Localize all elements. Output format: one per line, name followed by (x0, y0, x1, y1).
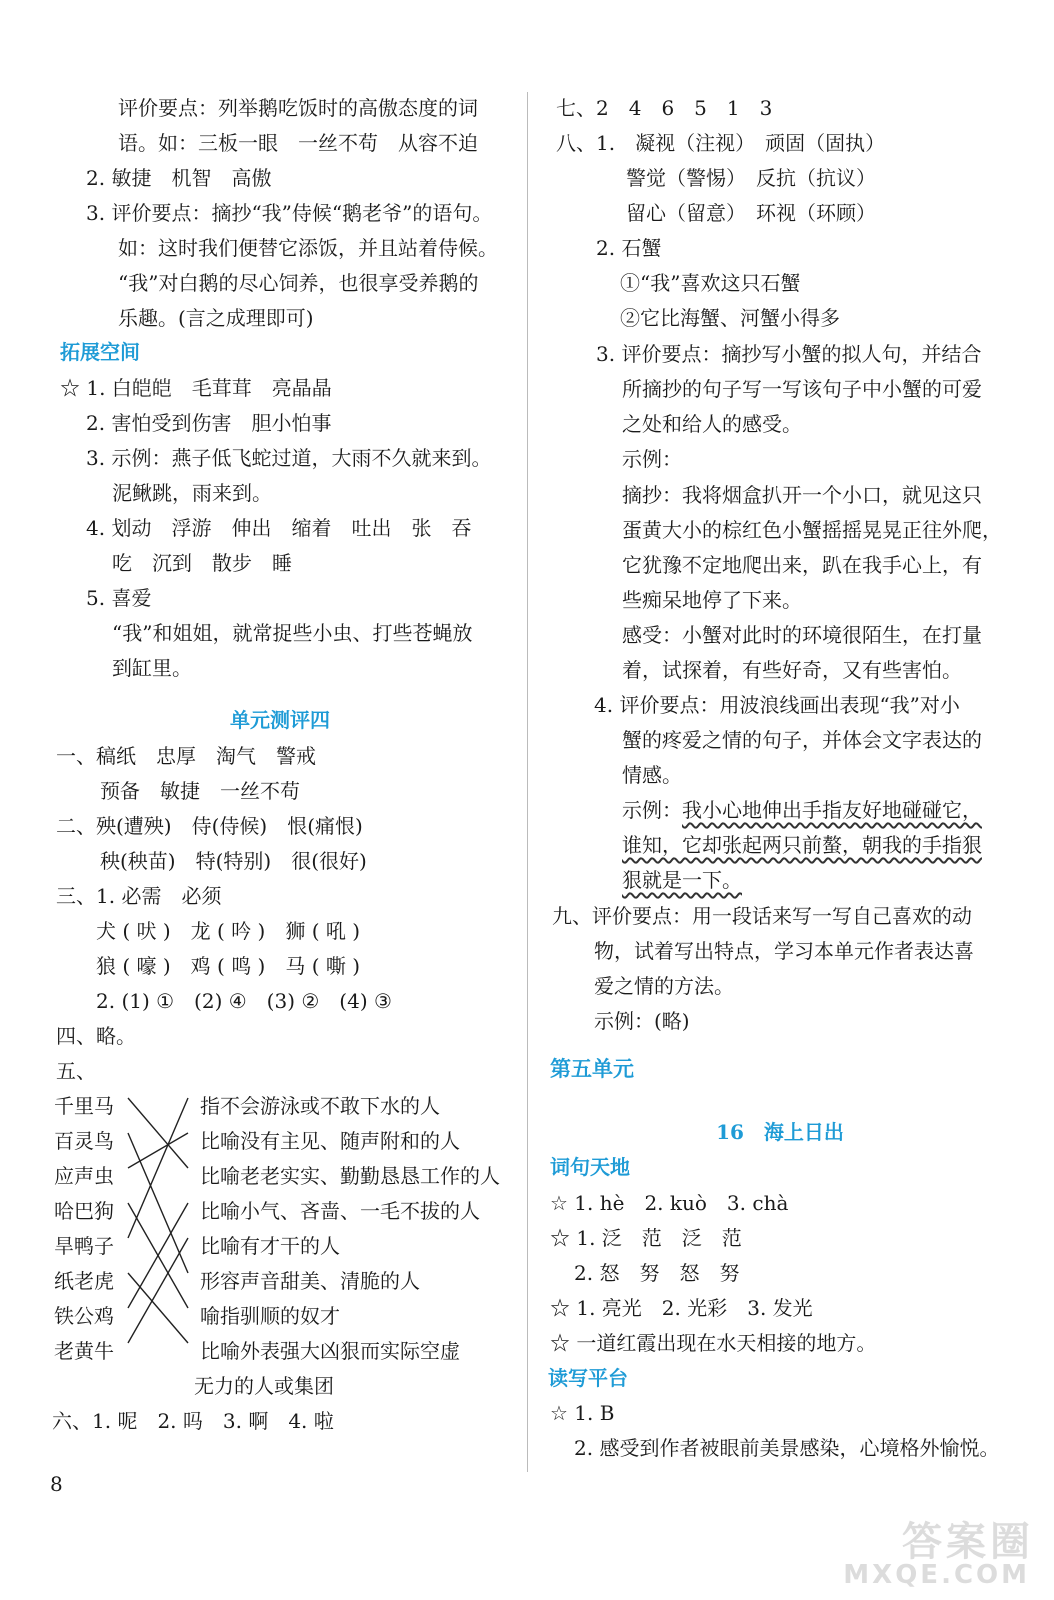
text-line: 4. 划动 浮游 伸出 缩着 吐出 张 吞 (86, 516, 472, 540)
text-line: 三、1. 必需 必须 (56, 884, 222, 908)
match-left-item: 千里马 (54, 1094, 114, 1118)
text-line: 吃 沉到 散步 睡 (112, 551, 292, 575)
match-line (128, 1273, 188, 1343)
text-line: 2. 怒 努 怒 努 (574, 1261, 740, 1285)
text-line: 秧(秧苗) 特(特别) 很(很好) (100, 849, 367, 873)
text-line: 物，试着写出特点，学习本单元作者表达喜 (594, 939, 974, 963)
watermark-logo: 答案圈 (902, 1519, 1034, 1565)
match-line (128, 1133, 188, 1273)
match-right-item: 形容声音甜美、清脆的人 (200, 1269, 420, 1293)
text-line: 2. 石蟹 (596, 236, 662, 260)
section-heading: 拓展空间 (60, 340, 140, 364)
text-line: ①“我”喜欢这只石蟹 (620, 271, 801, 295)
text-line (622, 796, 982, 824)
text-line: 语。如：三板一眼 一丝不苟 从容不迫 (118, 131, 478, 155)
text-line: 评价要点：列举鹅吃饭时的高傲态度的词 (118, 96, 478, 120)
match-line (128, 1098, 188, 1168)
text-line: 2. 感受到作者被眼前美景感染，心境格外愉悦。 (574, 1436, 1000, 1460)
lesson-title: 16 海上日出 (716, 1120, 844, 1144)
text-line: 泥鳅跳，雨来到。 (112, 481, 272, 505)
text-line: 它犹豫不定地爬出来，趴在我手心上，有 (622, 553, 982, 577)
text-line: 示例：(略) (594, 1009, 690, 1033)
text-line: 一、稿纸 忠厚 淘气 警戒 (56, 744, 316, 768)
match-right-item: 比喻小气、吝啬、一毛不拔的人 (200, 1199, 480, 1223)
text-line: 五、 (56, 1059, 96, 1083)
unit-heading: 第五单元 (550, 1057, 634, 1081)
section-heading: 词句天地 (550, 1155, 630, 1179)
example-label: 示例： (622, 798, 682, 822)
text-line: ☆ 1. hè 2. kuò 3. chà (550, 1191, 789, 1215)
text-line: 2. 敏捷 机智 高傲 (86, 166, 272, 190)
match-right-item-cont: 无力的人或集团 (194, 1374, 334, 1398)
wavy-underlined-text: 我小心地伸出手指友好地碰碰它， (682, 798, 982, 822)
match-line (128, 1133, 188, 1168)
match-left-item: 百灵鸟 (54, 1129, 114, 1153)
text-line: 些痴呆地停了下来。 (622, 588, 802, 612)
match-right-item: 比喻有才干的人 (200, 1234, 340, 1258)
text-line: 2. 害怕受到伤害 胆小怕事 (86, 411, 332, 435)
text-line: 七、2 4 6 5 1 3 (556, 96, 773, 120)
text-line: ☆ 一道红霞出现在水天相接的地方。 (550, 1331, 877, 1355)
text-line: 3. 评价要点：摘抄“我”侍候“鹅老爷”的语句。 (86, 201, 493, 225)
text-line: ☆ 1. 亮光 2. 光彩 3. 发光 (550, 1296, 813, 1320)
match-line (128, 1098, 188, 1238)
text-line: 爱之情的方法。 (594, 974, 734, 998)
text-line: 预备 敏捷 一丝不苟 (100, 779, 300, 803)
match-right-item: 比喻外表强大凶狠而实际空虚 (200, 1339, 460, 1363)
text-line: “我”和姐姐，就常捉些小虫、打些苍蝇放 (112, 621, 473, 645)
wavy-underlined-text: 狠就是一下。 (622, 868, 742, 892)
text-line: 四、略。 (56, 1024, 136, 1048)
section-heading: 读写平台 (548, 1366, 628, 1390)
match-right-item: 比喻老老实实、勤勤恳恳工作的人 (200, 1164, 500, 1188)
text-line: 蛋黄大小的棕红色小蟹摇摇晃晃正往外爬， (622, 518, 1002, 542)
text-line: 之处和给人的感受。 (622, 412, 802, 436)
match-line (128, 1238, 188, 1343)
text-line: 5. 喜爱 (86, 586, 152, 610)
match-left-item: 老黄牛 (54, 1339, 114, 1363)
text-line: 着，试探着，有些好奇，又有些害怕。 (622, 658, 962, 682)
text-line: ☆ 1. B (550, 1401, 615, 1425)
text-line: 如：这时我们便替它添饭，并且站着侍候。 (118, 236, 498, 260)
match-left-item: 应声虫 (54, 1164, 114, 1188)
text-line: ☆ 1. 泛 范 泛 范 (550, 1226, 742, 1250)
text-line: ②它比海蟹、河蟹小得多 (620, 306, 840, 330)
column-divider (527, 92, 528, 1472)
match-left-item: 旱鸭子 (54, 1234, 114, 1258)
text-line: 4. 评价要点：用波浪线画出表现“我”对小 (594, 693, 960, 717)
text-line: 3. 评价要点：摘抄写小蟹的拟人句，并结合 (596, 342, 982, 366)
match-right-item: 喻指驯顺的奴才 (200, 1304, 340, 1328)
text-line: ☆ 1. 白皑皑 毛茸茸 亮晶晶 (60, 376, 332, 400)
text-line: 狼 ( 嚎 ) 鸡 ( 鸣 ) 马 ( 嘶 ) (96, 954, 361, 978)
text-line: 蟹的疼爱之情的句子，并体会文字表达的 (622, 728, 982, 752)
match-right-item: 比喻没有主见、随声附和的人 (200, 1129, 460, 1153)
text-line: 示例： (622, 447, 682, 471)
match-left-item: 纸老虎 (54, 1269, 114, 1293)
match-left-item: 铁公鸡 (54, 1304, 114, 1328)
text-line: 九、评价要点：用一段话来写一写自己喜欢的动 (552, 904, 972, 928)
watermark-url: MXQE.COM (843, 1560, 1030, 1590)
text-line: 到缸里。 (112, 656, 192, 680)
text-line: 感受：小蟹对此时的环境很陌生，在打量 (622, 623, 982, 647)
match-left-item: 哈巴狗 (54, 1199, 114, 1223)
text-line: 警觉（警惕） 反抗（抗议） (626, 166, 876, 190)
text-line: 所摘抄的句子写一写该句子中小蟹的可爱 (622, 377, 982, 401)
text-line: “我”对白鹅的尽心饲养，也很享受养鹅的 (118, 271, 479, 295)
text-line: 乐趣。(言之成理即可) (118, 306, 314, 330)
page-number: 8 (50, 1472, 63, 1496)
text-line: 二、殃(遭殃) 侍(侍候) 恨(痛恨) (56, 814, 363, 838)
text-line: 情感。 (622, 763, 682, 787)
text-line: 3. 示例：燕子低飞蛇过道，大雨不久就来到。 (86, 446, 492, 470)
text-line: 摘抄：我将烟盒扒开一个小口，就见这只 (622, 483, 982, 507)
text-line: 八、1. 凝视（注视） 顽固（固执） (556, 131, 886, 155)
text-line: 留心（留意） 环视（环顾） (626, 201, 876, 225)
text-line: 六、1. 呢 2. 吗 3. 啊 4. 啦 (52, 1409, 334, 1433)
text-line: 犬 ( 吠 ) 龙 ( 吟 ) 狮 ( 吼 ) (96, 919, 361, 943)
text-line: 2. (1) ① (2) ④ (3) ② (4) ③ (96, 989, 392, 1013)
unit-heading: 单元测评四 (230, 708, 330, 732)
wavy-underlined-text: 谁知，它却张起两只前螯，朝我的手指狠 (622, 833, 982, 857)
match-right-item: 指不会游泳或不敢下水的人 (200, 1094, 440, 1118)
